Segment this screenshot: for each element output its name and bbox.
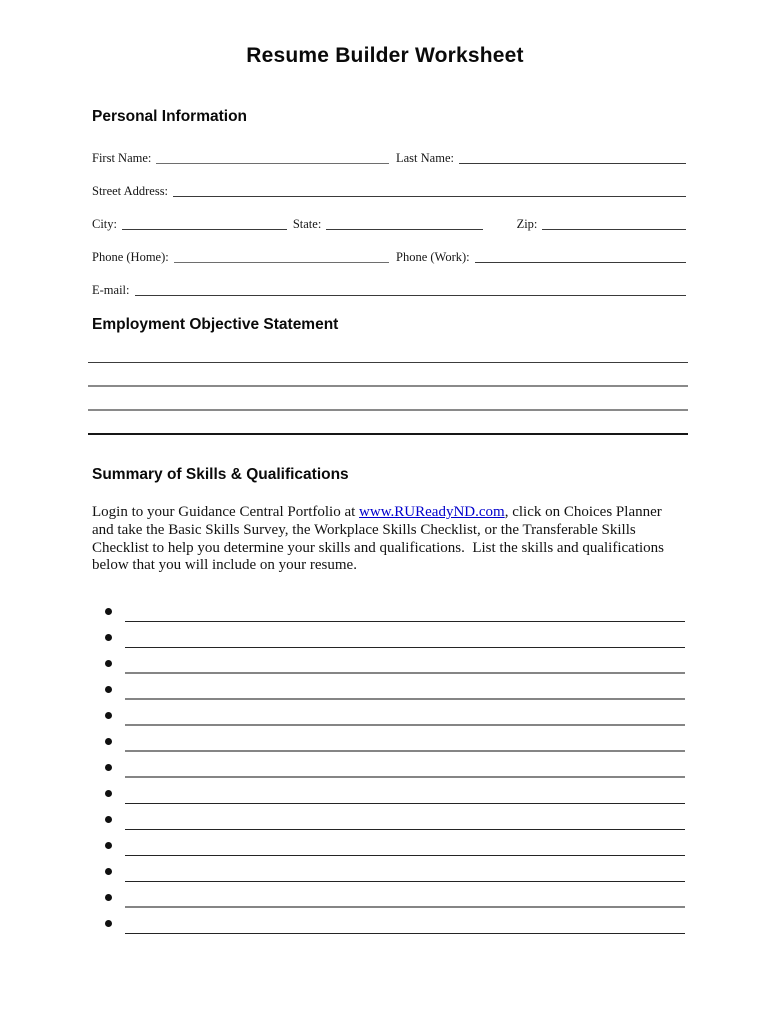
skill-blank-line[interactable] (125, 855, 685, 856)
skill-blank-line[interactable] (125, 829, 685, 830)
bullet-icon (105, 608, 112, 615)
objective-blank-line[interactable] (88, 363, 688, 387)
ruready-link[interactable]: www.RUReadyND.com (359, 504, 505, 520)
city-label: City: (92, 216, 118, 231)
skill-list-item (103, 675, 685, 701)
skill-list-item (103, 779, 685, 805)
bullet-icon (105, 738, 112, 745)
email-label: E-mail: (92, 282, 130, 297)
zip-label: Zip: (516, 216, 538, 231)
skill-list-item (103, 623, 685, 649)
bullet-icon (105, 816, 112, 823)
skill-list-item (103, 649, 685, 675)
skill-blank-line[interactable] (125, 881, 685, 882)
city-state-zip-row (92, 200, 686, 233)
bullet-icon (105, 842, 112, 849)
first-name-input-line[interactable] (156, 163, 389, 164)
skill-list-item (103, 857, 685, 883)
first-name-label: First Name: (92, 150, 152, 165)
skill-blank-line[interactable] (125, 803, 685, 804)
employment-objective-heading: Employment Objective Statement (92, 316, 339, 333)
skill-blank-line[interactable] (125, 776, 685, 778)
skill-list-item (103, 753, 685, 779)
phone-home-input-line[interactable] (174, 262, 389, 263)
skill-blank-line[interactable] (125, 750, 685, 752)
personal-information-heading: Personal Information (92, 108, 248, 125)
street-address-input-line[interactable] (173, 196, 686, 197)
skill-list-item (103, 727, 685, 753)
paragraph-text-before-link: Login to your Guidance Central Portfolio at (92, 504, 360, 520)
bullet-icon (105, 660, 112, 667)
bullet-icon (105, 764, 112, 771)
skill-blank-line[interactable] (125, 906, 685, 908)
phone-row (92, 233, 686, 266)
bullet-icon (105, 868, 112, 875)
skill-blank-line[interactable] (125, 621, 685, 622)
bullet-icon (105, 894, 112, 901)
skill-blank-line[interactable] (125, 698, 685, 700)
email-input-line[interactable] (135, 295, 687, 296)
phone-home-label: Phone (Home): (92, 249, 169, 264)
skill-blank-line[interactable] (125, 647, 685, 648)
skill-list-item (103, 701, 685, 727)
skill-list-item (103, 597, 685, 623)
skill-blank-line[interactable] (125, 672, 685, 674)
street-address-label: Street Address: (92, 183, 169, 198)
skill-list-item (103, 883, 685, 909)
phone-work-label: Phone (Work): (396, 249, 470, 264)
phone-work-input-line[interactable] (475, 262, 686, 263)
bullet-icon (105, 712, 112, 719)
objective-lines (88, 340, 688, 435)
zip-input-line[interactable] (542, 229, 686, 230)
street-address-row (92, 167, 686, 200)
skill-list-item (103, 831, 685, 857)
last-name-label: Last Name: (396, 150, 454, 165)
last-name-input-line[interactable] (459, 163, 686, 164)
bullet-icon (105, 920, 112, 927)
objective-blank-line[interactable] (88, 411, 688, 435)
skill-blank-line[interactable] (125, 933, 685, 934)
bullet-icon (105, 790, 112, 797)
bullet-icon (105, 686, 112, 693)
skills-list (103, 597, 685, 935)
skill-list-item (103, 805, 685, 831)
skills-summary-heading: Summary of Skills & Qualifications (92, 466, 349, 483)
state-label: State: (292, 216, 322, 231)
state-input-line[interactable] (326, 229, 482, 230)
skills-instructions-paragraph (92, 504, 676, 575)
skill-blank-line[interactable] (125, 724, 685, 726)
name-row (92, 134, 686, 167)
page-title: Resume Builder Worksheet (246, 44, 524, 67)
skill-list-item (103, 909, 685, 935)
objective-blank-line[interactable] (88, 387, 688, 411)
personal-information-fields (92, 134, 686, 299)
city-input-line[interactable] (122, 229, 287, 230)
paragraph-text-after-link: , click on Choices Planner and take the Basic Skills Survey, the Workplace Skills Checklist, or the Transferable Skills Checklist to help you determine your skills and qualifications. List the skills and qualifications below that you will include on your resume. (92, 504, 668, 574)
bullet-icon (105, 634, 112, 641)
email-row (92, 266, 686, 299)
objective-blank-line[interactable] (88, 340, 688, 363)
